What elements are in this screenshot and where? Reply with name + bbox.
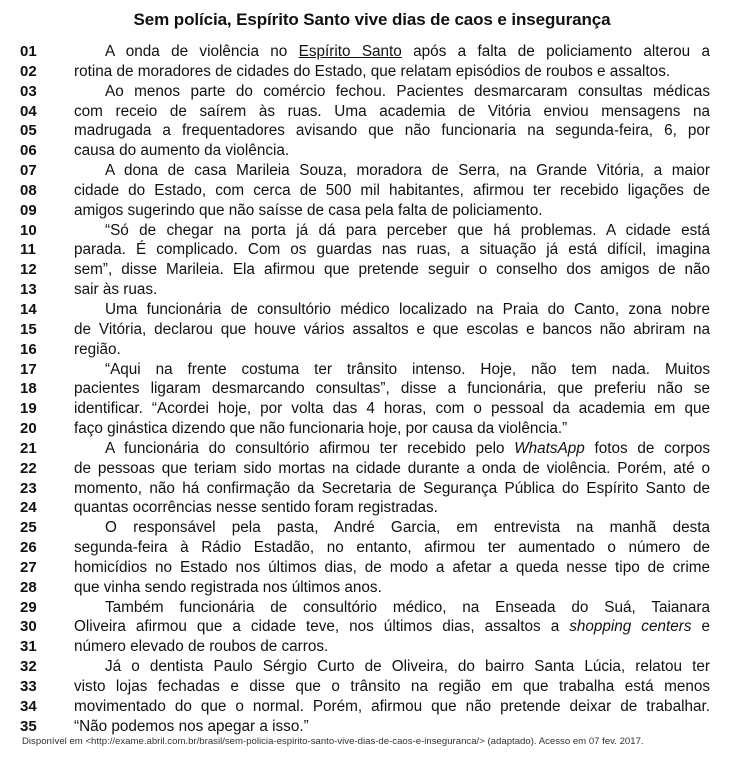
text-segment: O responsável pela pasta, André Garcia, em entrevista na manhã desta: [105, 519, 710, 537]
line-text: [74, 578, 710, 598]
text-segment: após a falta de policiamento alterou a: [401, 43, 710, 60]
line-number: 10: [20, 221, 37, 239]
italic-term: shopping centers: [569, 618, 692, 636]
line-text: [105, 42, 710, 62]
text-line: [0, 300, 744, 320]
text-line: [0, 518, 744, 538]
text-segment: de Vitória, declarou que houve vários assaltos e que escolas e bancos não abriram na: [74, 320, 710, 338]
text-line: [0, 617, 744, 637]
line-number: 35: [20, 717, 37, 735]
line-number: 31: [20, 638, 37, 656]
text-line: [0, 657, 744, 677]
text-line: [0, 320, 744, 340]
line-number: 34: [20, 697, 37, 715]
text-segment: quantas ocorrências nesse sentido foram registradas.: [74, 499, 438, 517]
text-line: [0, 280, 744, 300]
text-segment: momento, não há confirmação da Secretaria de Segurança Pública do Espírito Santo de: [74, 479, 710, 497]
line-number: 18: [20, 380, 37, 398]
line-text: [74, 240, 710, 260]
line-text: [74, 617, 710, 637]
line-text: [105, 518, 710, 538]
line-number: 27: [20, 558, 37, 576]
text-segment: “Só de chegar na porta já dá para perceber que há problemas. A cidade está: [105, 221, 710, 239]
text-segment: de pessoas que teriam sido mortas na cidade durante a onda de violência. Porém, até o: [74, 459, 710, 477]
line-number: 15: [20, 320, 37, 338]
line-number: 08: [20, 181, 37, 199]
line-number: 07: [20, 162, 37, 180]
line-text: [105, 221, 710, 241]
text-segment: identificar. “Acordei hoje, por volta das 4 horas, com o pessoal da academia em que: [74, 400, 710, 418]
text-line: [0, 379, 744, 399]
text-line: [0, 439, 744, 459]
text-segment: faço ginástica dizendo que não funcionaria hoje, por causa da violência.”: [74, 420, 568, 438]
text-line: [0, 717, 744, 737]
text-line: [0, 181, 744, 201]
text-line: [0, 102, 744, 122]
line-number: 29: [20, 598, 37, 616]
line-number: 05: [20, 122, 37, 140]
line-number: 30: [20, 618, 37, 636]
line-number: 33: [20, 678, 37, 695]
text-segment: amigos sugerindo que não saísse de casa pela falta de policiamento.: [74, 201, 543, 219]
line-text: [105, 300, 710, 320]
line-text: [74, 637, 710, 657]
line-text: [74, 102, 710, 122]
text-line: [0, 141, 744, 161]
line-text: [74, 479, 710, 499]
text-line: [0, 677, 744, 697]
line-number: 01: [20, 43, 37, 60]
text-segment: cidade do Estado, com cerca de 500 mil habitantes, afirmou ter recebido ligações de: [74, 181, 710, 199]
text-segment: pacientes ligaram desmarcando consultas”, disse a funcionária, que preferiu não se: [74, 380, 710, 398]
text-line: [0, 697, 744, 717]
line-text: [74, 379, 710, 399]
line-number: 03: [20, 82, 37, 100]
line-text: [74, 538, 710, 558]
text-segment: A funcionária do consultório afirmou ter recebido pelo: [105, 439, 515, 457]
text-line: [0, 221, 744, 241]
text-line: [0, 399, 744, 419]
line-text: [74, 399, 710, 419]
line-text: [105, 161, 710, 181]
text-segment: homicídios no Estado nos últimos dias, de modo a afetar a queda nesse tipo de crime: [74, 558, 710, 576]
text-line: [0, 161, 744, 181]
line-text: [74, 717, 710, 737]
text-line: [0, 637, 744, 657]
line-number: 13: [20, 281, 37, 299]
text-line: [0, 121, 744, 141]
text-segment: madrugada a frequentadores avisando que não funcionaria na segunda-feira, 6, por: [74, 122, 710, 140]
text-segment: Também funcionária de consultório médico, na Enseada do Suá, Taianara: [105, 598, 710, 616]
text-segment: sair às ruas.: [74, 281, 158, 299]
underlined-link[interactable]: Espírito Santo: [298, 43, 402, 60]
text-segment: “Não podemos nos apegar a isso.”: [74, 717, 309, 735]
line-text: [74, 558, 710, 578]
page-title: Sem polícia, Espírito Santo vive dias de caos e insegurança: [133, 10, 611, 29]
text-segment: movimentado do que o normal. Porém, afirmou que não pretende deixar de trabalhar.: [74, 697, 710, 715]
line-number: 12: [20, 261, 37, 279]
text-segment: “Aqui na frente costuma ter trânsito intenso. Hoje, não tem nada. Muitos: [105, 360, 710, 378]
line-text: [74, 141, 710, 161]
text-line: [0, 479, 744, 499]
text-segment: A dona de casa Marileia Souza, moradora de Serra, na Grande Vitória, a maior: [105, 162, 710, 180]
line-text: [105, 657, 710, 677]
text-segment: região.: [74, 340, 121, 358]
text-segment: com receio de saírem às ruas. Uma academia de Vitória enviou mensagens na: [74, 102, 710, 120]
line-text: [105, 439, 710, 459]
line-number: 16: [20, 340, 37, 358]
text-line: [0, 578, 744, 598]
line-text: [74, 260, 710, 280]
line-text: [74, 677, 710, 697]
text-segment: A onda de violência no: [105, 43, 299, 60]
text-segment: e: [691, 618, 710, 636]
text-segment: rotina de moradores de cidades do Estado, que relatam episódios de roubos e assaltos.: [74, 62, 671, 80]
line-text: [74, 340, 710, 360]
line-number: 23: [20, 479, 37, 497]
text-segment: número elevado de roubos de carros.: [74, 638, 329, 656]
line-number: 19: [20, 400, 37, 418]
line-number: 25: [20, 519, 37, 537]
source-citation: Disponível em <http://exame.abril.com.br/brasil/sem-policia-espirito-santo-vive-dias-de-caos-e-inseguranca/> (adaptado). Acesso em 07 fev. 2017.: [22, 736, 644, 747]
text-line: [0, 62, 744, 82]
line-text: [74, 181, 710, 201]
text-line: [0, 598, 744, 618]
line-number: 04: [20, 102, 37, 120]
text-line: [0, 340, 744, 360]
line-text: [74, 498, 710, 518]
text-line: [0, 419, 744, 439]
text-line: [0, 240, 744, 260]
line-number: 20: [20, 420, 37, 438]
line-number: 09: [20, 201, 37, 219]
text-line: [0, 538, 744, 558]
line-text: [74, 121, 710, 141]
line-number: 32: [20, 658, 37, 676]
line-number: 02: [20, 62, 37, 80]
text-segment: Ao menos parte do comércio fechou. Pacientes desmarcaram consultas médicas: [105, 82, 710, 100]
line-text: [74, 320, 710, 340]
text-line: [0, 459, 744, 479]
text-line: [0, 201, 744, 221]
text-line: [0, 498, 744, 518]
line-number: 17: [20, 360, 37, 378]
text-line: [0, 82, 744, 102]
line-number: 24: [20, 499, 37, 517]
text-line: [0, 558, 744, 578]
text-segment: parada. É complicado. Com os guardas nas ruas, a situação já está difícil, imagina: [74, 241, 710, 259]
text-segment: segunda-feira à Rádio Estadão, no entanto, afirmou ter aumentado o número de: [74, 539, 710, 557]
line-number: 21: [20, 439, 37, 457]
line-number: 14: [20, 300, 37, 318]
line-text: [74, 280, 710, 300]
line-number: 11: [20, 241, 36, 259]
text-line: [0, 260, 744, 280]
text-segment: Já o dentista Paulo Sérgio Curto de Oliveira, do bairro Santa Lúcia, relatou ter: [105, 658, 710, 676]
italic-term: WhatsApp: [514, 439, 585, 457]
text-line: [0, 360, 744, 380]
line-number: 26: [20, 539, 37, 557]
text-segment: que vinha sendo registrada nos últimos anos.: [74, 578, 382, 596]
line-text: [105, 82, 710, 102]
article-text: [0, 42, 744, 737]
line-text: [105, 360, 710, 380]
text-segment: visto lojas fechadas e disse que o trânsito na região em que trabalha está menos: [74, 678, 710, 695]
line-text: [74, 201, 710, 221]
line-number: 06: [20, 142, 37, 160]
line-text: [74, 459, 710, 479]
line-text: [74, 62, 710, 82]
text-segment: causa do aumento da violência.: [74, 142, 290, 160]
line-text: [74, 419, 710, 439]
text-segment: Uma funcionária de consultório médico localizado na Praia do Canto, zona nobre: [105, 300, 710, 318]
text-segment: fotos de corpos: [584, 439, 710, 457]
line-text: [74, 697, 710, 717]
text-segment: sem”, disse Marileia. Ela afirmou que pretende seguir o conselho dos amigos de não: [74, 261, 710, 279]
text-segment: Oliveira afirmou que a cidade teve, nos últimos dias, assaltos a: [74, 618, 570, 636]
line-number: 28: [20, 578, 37, 596]
line-number: 22: [20, 459, 37, 477]
text-line: [0, 42, 744, 62]
line-text: [105, 598, 710, 618]
